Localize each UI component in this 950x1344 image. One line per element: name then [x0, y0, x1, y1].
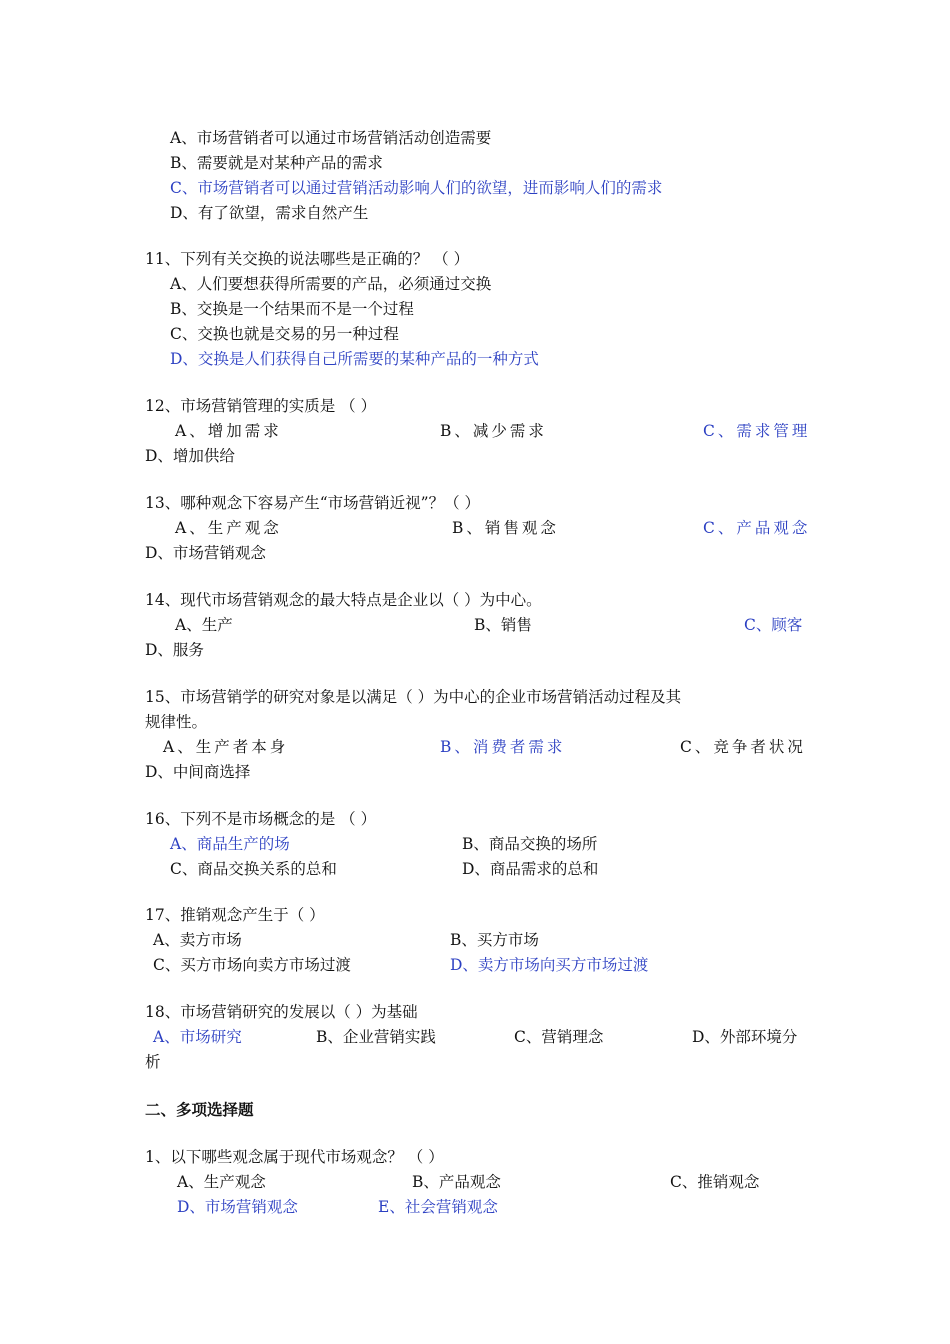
q16-option-c: C、商品交换关系的总和 — [170, 860, 337, 878]
q13-option-a: A、生产观念 — [175, 519, 282, 537]
q12-option-c: C、需求管理 — [703, 422, 811, 440]
q10-option-a: A、市场营销者可以通过市场营销活动创造需要 — [170, 129, 492, 147]
q13-option-c: C、产品观念 — [703, 519, 811, 537]
q14-option-d: D、服务 — [145, 641, 204, 659]
q13-option-b: B、销售观念 — [452, 519, 559, 537]
q16-option-d: D、商品需求的总和 — [462, 860, 599, 878]
q10-option-d: D、有了欲望，需求自然产生 — [170, 204, 369, 222]
q16-option-b: B、商品交换的场所 — [462, 835, 598, 853]
q15-stem-line1: 15、市场营销学的研究对象是以满足（ ）为中心的企业市场营销活动过程及其 — [145, 688, 682, 706]
m1-stem: 1、以下哪些观念属于现代市场观念？ （ ） — [145, 1148, 444, 1166]
q12-option-a: A、增加需求 — [175, 422, 282, 440]
q18-option-a: A、市场研究 — [153, 1028, 242, 1046]
q14-option-a: A、生产 — [175, 616, 233, 634]
q18-option-b: B、企业营销实践 — [316, 1028, 436, 1046]
q16-option-a: A、商品生产的场 — [170, 835, 290, 853]
q10-option-b: B、需要就是对某种产品的需求 — [170, 154, 383, 172]
q17-option-c: C、买方市场向卖方市场过渡 — [153, 956, 351, 974]
q14-option-c: C、顾客 — [744, 616, 803, 634]
q18-option-d: D、外部环境分 — [692, 1028, 798, 1046]
section-title-multiple-choice: 二、多项选择题 — [145, 1100, 254, 1119]
q11-option-a: A、人们要想获得所需要的产品，必须通过交换 — [170, 275, 492, 293]
q13-stem: 13、哪种观念下容易产生“市场营销近视”？（ ） — [145, 494, 480, 512]
q15-stem-line2: 规律性。 — [145, 713, 208, 731]
q12-stem: 12、市场营销管理的实质是 （ ） — [145, 397, 377, 415]
m1-option-d: D、市场营销观念 — [177, 1198, 298, 1216]
q15-option-b: B、消费者需求 — [440, 738, 566, 756]
q16-stem: 16、下列不是市场概念的是 （ ） — [145, 810, 377, 828]
m1-option-e: E、社会营销观念 — [378, 1198, 498, 1216]
m1-option-a: A、生产观念 — [177, 1173, 266, 1191]
q17-option-b: B、买方市场 — [450, 931, 539, 949]
m1-option-c: C、推销观念 — [670, 1173, 760, 1191]
q11-option-b: B、交换是一个结果而不是一个过程 — [170, 300, 414, 318]
q15-option-c: C、竞争者状况 — [680, 738, 806, 756]
q15-option-a: A、生产者本身 — [163, 738, 289, 756]
q13-option-d: D、市场营销观念 — [145, 544, 266, 562]
q11-stem: 11、下列有关交换的说法哪些是正确的？ （ ） — [145, 250, 470, 268]
q14-stem: 14、现代市场营销观念的最大特点是企业以（ ）为中心。 — [145, 591, 542, 609]
q18-option-c: C、营销理念 — [514, 1028, 604, 1046]
q18-stem: 18、市场营销研究的发展以（ ）为基础 — [145, 1003, 418, 1021]
q12-option-b: B、减少需求 — [440, 422, 547, 440]
q11-option-d: D、交换是人们获得自己所需要的某种产品的一种方式 — [170, 350, 539, 368]
q18-option-d-wrap: 析 — [145, 1053, 161, 1071]
q12-option-d: D、增加供给 — [145, 447, 235, 465]
q11-option-c: C、交换也就是交易的另一种过程 — [170, 325, 399, 343]
q10-option-c: C、市场营销者可以通过营销活动影响人们的欲望，进而影响人们的需求 — [170, 179, 663, 197]
q17-option-a: A、卖方市场 — [153, 931, 242, 949]
q14-option-b: B、销售 — [474, 616, 532, 634]
q15-option-d: D、中间商选择 — [145, 763, 251, 781]
m1-option-b: B、产品观念 — [412, 1173, 501, 1191]
q17-stem: 17、推销观念产生于（ ） — [145, 906, 325, 924]
q17-option-d: D、卖方市场向买方市场过渡 — [450, 956, 649, 974]
